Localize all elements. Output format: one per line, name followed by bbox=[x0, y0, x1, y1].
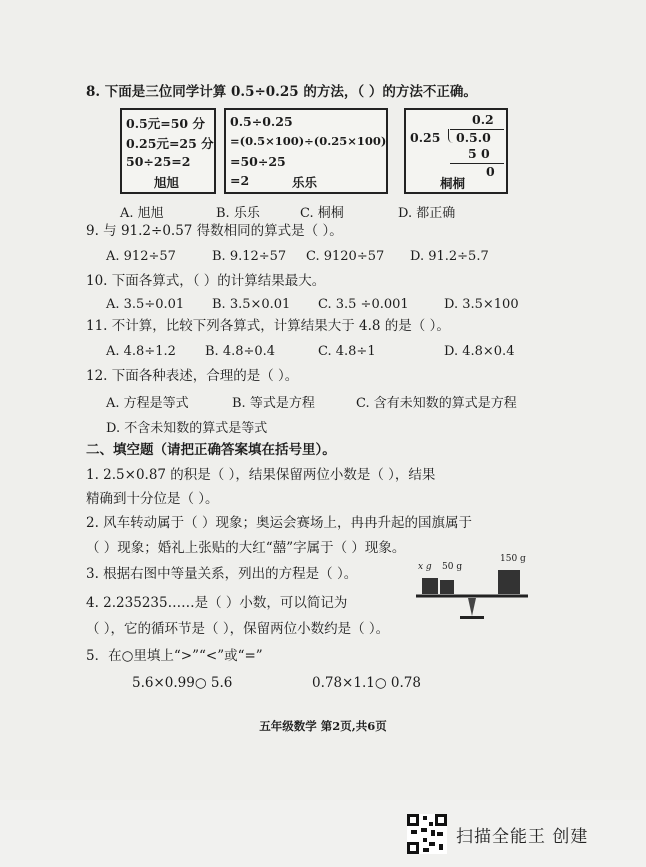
box1-line3: 50÷25=2 bbox=[126, 154, 191, 169]
q8-option-d[interactable]: D. 都正确 bbox=[398, 206, 456, 221]
box3-subtract: 5 0 bbox=[468, 146, 490, 161]
q12-stem: 12. 下面各种表述，合理的是（ ）。 bbox=[86, 368, 299, 384]
box1-name: 旭旭 bbox=[154, 175, 180, 190]
page-footer: 五年级数学 第2页,共6页 bbox=[259, 719, 387, 733]
fill4-line1: 4. 2.235235……是（ ）小数，可以简记为 bbox=[86, 595, 348, 611]
q10-option-a[interactable]: A. 3.5÷0.01 bbox=[106, 297, 185, 312]
box1-line1: 0.5元=50 分 bbox=[126, 116, 205, 131]
q9-option-d[interactable]: D. 91.2÷5.7 bbox=[410, 249, 489, 264]
q11-option-c[interactable]: C. 4.8÷1 bbox=[318, 344, 376, 359]
q11-option-b[interactable]: B. 4.8÷0.4 bbox=[205, 344, 276, 359]
q8-option-c[interactable]: C. 桐桐 bbox=[300, 206, 344, 221]
q12-option-d[interactable]: D. 不含未知数的算式是等式 bbox=[106, 421, 268, 436]
q9-stem: 9. 与 91.2÷0.57 得数相同的算式是（ ）。 bbox=[86, 223, 343, 239]
q12-option-a[interactable]: A. 方程是等式 bbox=[106, 396, 189, 411]
q8-stem: 8. 下面是三位同学计算 0.5÷0.25 的方法，（ ）的方法不正确。 bbox=[86, 84, 477, 100]
box3-divisor: 0.25 bbox=[410, 130, 441, 145]
qr-code-icon bbox=[407, 814, 447, 854]
q9-option-c[interactable]: C. 9120÷57 bbox=[306, 249, 385, 264]
q9-option-b[interactable]: B. 9.12÷57 bbox=[212, 249, 287, 264]
scale-label-x: x g bbox=[418, 562, 432, 572]
box2-line3: =50÷25 bbox=[230, 154, 286, 169]
fill1-line2: 精确到十分位是（ ）。 bbox=[86, 491, 219, 507]
q11-option-a[interactable]: A. 4.8÷1.2 bbox=[106, 344, 176, 359]
box3-quotient: 0.2 bbox=[472, 112, 494, 127]
fill5-line1: 5．在○里填上“>”“<”或“=” bbox=[86, 648, 263, 664]
balance-scale-image bbox=[410, 554, 535, 620]
fill5-compare-a: 5.6×0.99○ 5.6 bbox=[132, 675, 233, 691]
division-bracket bbox=[448, 129, 453, 143]
fill2-line2: （ ）现象；婚礼上张贴的大红“囍”字属于（ ）现象。 bbox=[86, 540, 406, 556]
box3-dividend: 0.5.0 bbox=[456, 130, 491, 145]
fill4-line2: （ ），它的循环节是（ ），保留两位小数约是（ ）。 bbox=[86, 621, 390, 637]
scanner-watermark bbox=[404, 812, 644, 862]
subtract-line bbox=[450, 163, 504, 164]
scale-label-50: 50 g bbox=[442, 562, 463, 572]
q8-option-a[interactable]: A. 旭旭 bbox=[120, 206, 164, 221]
fill2-line1: 2. 风车转动属于（ ）现象；奥运会赛场上，冉冉升起的国旗属于 bbox=[86, 515, 472, 531]
q12-option-c[interactable]: C. 含有未知数的算式是方程 bbox=[356, 396, 517, 411]
method-box-xuxu bbox=[120, 108, 216, 194]
box2-line1: 0.5÷0.25 bbox=[230, 114, 293, 129]
method-box-lele bbox=[224, 108, 388, 194]
q10-option-b[interactable]: B. 3.5×0.01 bbox=[212, 297, 291, 312]
box3-name: 桐桐 bbox=[440, 176, 466, 191]
q11-option-d[interactable]: D. 4.8×0.4 bbox=[444, 344, 515, 359]
box1-line2: 0.25元=25 分 bbox=[126, 136, 214, 151]
box2-line2: =(0.5×100)÷(0.25×100) bbox=[230, 134, 387, 148]
box2-line4: =2 bbox=[230, 173, 250, 188]
watermark-text: 扫描全能王 创建 bbox=[456, 827, 589, 847]
scale-label-150: 150 g bbox=[500, 554, 526, 564]
fill5-compare-b: 0.78×1.1○ 0.78 bbox=[312, 675, 421, 691]
fill3-line1: 3. 根据右图中等量关系，列出的方程是（ ）。 bbox=[86, 566, 358, 582]
q10-stem: 10. 下面各算式，（ ）的计算结果最大。 bbox=[86, 273, 326, 289]
q11-stem: 11. 不计算，比较下列各算式，计算结果大于 4.8 的是（ ）。 bbox=[86, 318, 450, 334]
box2-name: 乐乐 bbox=[292, 175, 318, 190]
fill1-line1: 1. 2.5×0.87 的积是（ ），结果保留两位小数是（ ），结果 bbox=[86, 467, 436, 483]
q10-option-c[interactable]: C. 3.5 ÷0.001 bbox=[318, 297, 409, 312]
method-box-tongtong bbox=[404, 108, 508, 194]
q8-option-b[interactable]: B. 乐乐 bbox=[216, 206, 260, 221]
section2-title: 二、填空题（请把正确答案填在括号里）。 bbox=[86, 442, 336, 458]
q10-option-d[interactable]: D. 3.5×100 bbox=[444, 297, 519, 312]
q12-option-b[interactable]: B. 等式是方程 bbox=[232, 396, 315, 411]
q9-option-a[interactable]: A. 912÷57 bbox=[106, 249, 176, 264]
box3-remainder: 0 bbox=[486, 164, 495, 179]
